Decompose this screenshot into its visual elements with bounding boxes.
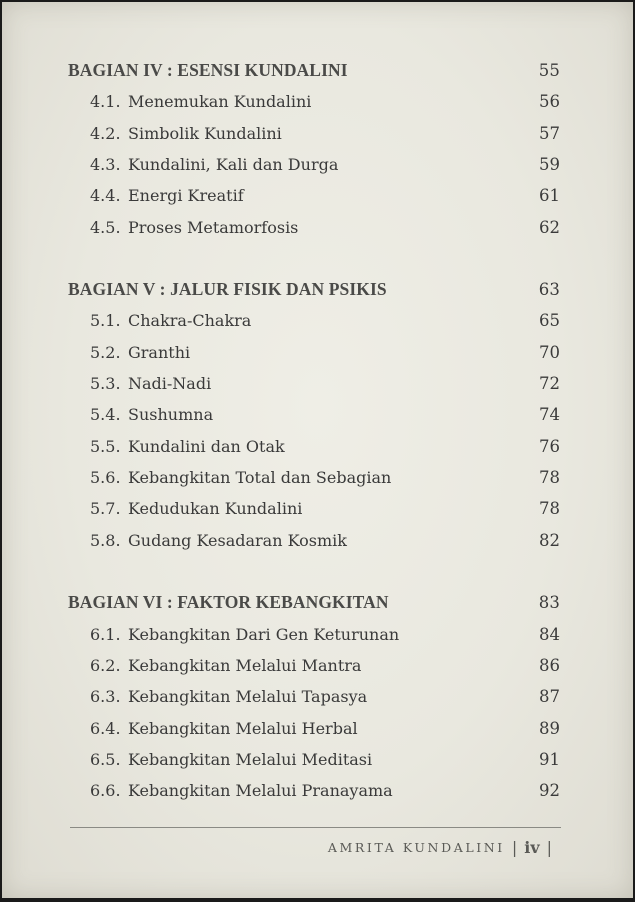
toc-entry-title: Chakra-Chakra <box>128 311 252 331</box>
toc-entry-title: Kebangkitan Total dan Sebagian <box>128 468 392 488</box>
toc-entry-number: 4.4. <box>90 186 121 206</box>
toc-section-heading <box>68 274 560 305</box>
toc-entry-number: 5.3. <box>90 374 121 394</box>
toc-entry-page: 84 <box>539 624 560 644</box>
toc-entry-title: Kebangkitan Melalui Meditasi <box>128 749 373 769</box>
toc-entry-number: 6.6. <box>90 781 121 801</box>
footer-rule <box>70 827 561 828</box>
toc-entry-page: 56 <box>539 92 560 112</box>
toc-entry <box>68 368 560 399</box>
toc-entry-title: Menemukan Kundalini <box>128 92 312 112</box>
toc-entry-page: 65 <box>539 311 560 331</box>
toc-entry <box>68 305 560 336</box>
toc-entry-number: 6.2. <box>90 655 121 675</box>
toc-entry-page: 89 <box>539 718 560 738</box>
toc-section-page: 63 <box>538 280 560 300</box>
toc-entry-number: 5.8. <box>90 530 121 550</box>
toc-entry-page: 92 <box>539 781 560 801</box>
toc-section-title: BAGIAN VI : FAKTOR KEBANGKITAN <box>68 592 389 613</box>
toc-entry <box>68 149 560 180</box>
toc-section-page: 55 <box>538 61 560 80</box>
footer-separator-left: | <box>511 838 518 857</box>
toc-entry-page: 78 <box>539 499 560 519</box>
toc-entry-page: 72 <box>539 374 560 394</box>
toc-entry-page: 74 <box>539 405 560 425</box>
toc-entry <box>68 431 560 462</box>
toc-entry-title: Kebangkitan Melalui Herbal <box>128 718 358 738</box>
toc-entry-page: 91 <box>539 749 560 769</box>
toc-entry-title: Kedudukan Kundalini <box>128 499 303 519</box>
page-footer <box>328 837 559 857</box>
toc-section <box>68 55 560 243</box>
toc-entry-page: 82 <box>539 530 560 550</box>
toc-entry-number: 5.7. <box>90 499 121 519</box>
toc-section-page: 83 <box>538 593 560 613</box>
toc-entry-title: Kebangkitan Dari Gen Keturunan <box>128 624 400 644</box>
toc-entry-page: 86 <box>539 655 560 675</box>
toc-entry-number: 6.5. <box>90 749 121 769</box>
table-of-contents <box>68 55 560 807</box>
toc-entry-title: Kundalini, Kali dan Durga <box>128 155 339 175</box>
toc-entry-number: 4.2. <box>90 123 121 143</box>
toc-entry <box>68 86 560 117</box>
footer-book-title: AMRITA KUNDALINI <box>327 840 505 855</box>
toc-entry-title: Kebangkitan Melalui Pranayama <box>128 781 393 801</box>
toc-entry-number: 5.2. <box>90 342 121 362</box>
toc-entry-title: Sushumna <box>128 405 214 425</box>
toc-section-heading <box>68 587 560 618</box>
toc-entry <box>68 462 560 493</box>
toc-entry-number: 5.4. <box>90 405 121 425</box>
toc-entry-number: 4.3. <box>90 155 121 175</box>
toc-entry-title: Gudang Kesadaran Kosmik <box>128 530 347 550</box>
toc-entry <box>68 180 560 211</box>
toc-entry-title: Nadi-Nadi <box>128 374 212 394</box>
footer-page-number: iv <box>524 838 540 857</box>
toc-entry-page: 78 <box>539 468 560 488</box>
toc-section <box>68 587 560 806</box>
toc-entry-page: 70 <box>539 342 560 362</box>
toc-entry <box>68 337 560 368</box>
toc-section-title: BAGIAN IV : ESENSI KUNDALINI <box>68 60 348 80</box>
toc-entry-number: 4.1. <box>90 92 121 112</box>
toc-entry-number: 6.4. <box>90 718 121 738</box>
toc-section <box>68 274 560 556</box>
toc-entry-title: Proses Metamorfosis <box>128 217 299 237</box>
toc-entry-page: 62 <box>539 217 560 237</box>
toc-entry-number: 6.1. <box>90 624 121 644</box>
toc-entry-page: 61 <box>539 186 560 206</box>
toc-entry-number: 5.5. <box>90 436 121 456</box>
toc-entry <box>68 681 560 712</box>
toc-entry-title: Simbolik Kundalini <box>128 123 282 143</box>
toc-entry-title: Kundalini dan Otak <box>128 436 285 456</box>
toc-entry <box>68 525 560 556</box>
toc-entry <box>68 493 560 524</box>
toc-entry-page: 76 <box>539 436 560 456</box>
toc-entry <box>68 775 560 806</box>
toc-entry-number: 4.5. <box>90 217 121 237</box>
toc-entry-title: Granthi <box>128 342 191 362</box>
toc-entry-page: 57 <box>539 123 560 143</box>
toc-entry-number: 6.3. <box>90 687 121 707</box>
toc-entry-title: Kebangkitan Melalui Mantra <box>128 655 362 675</box>
document-page <box>2 2 633 898</box>
toc-entry <box>68 118 560 149</box>
toc-section-title: BAGIAN V : JALUR FISIK DAN PSIKIS <box>68 279 387 300</box>
toc-entry-number: 5.1. <box>90 311 121 331</box>
toc-entry <box>68 713 560 744</box>
toc-entry-page: 87 <box>539 687 560 707</box>
footer-separator-right: | <box>546 838 552 857</box>
toc-entry-page: 59 <box>539 155 560 175</box>
toc-section-heading <box>68 55 560 86</box>
toc-entry <box>68 619 560 650</box>
toc-entry <box>68 399 560 430</box>
toc-entry-number: 5.6. <box>90 468 121 488</box>
toc-entry-title: Energi Kreatif <box>128 186 244 206</box>
toc-entry <box>68 650 560 681</box>
toc-entry <box>68 212 560 243</box>
toc-entry-title: Kebangkitan Melalui Tapasya <box>128 687 368 707</box>
toc-entry <box>68 744 560 775</box>
